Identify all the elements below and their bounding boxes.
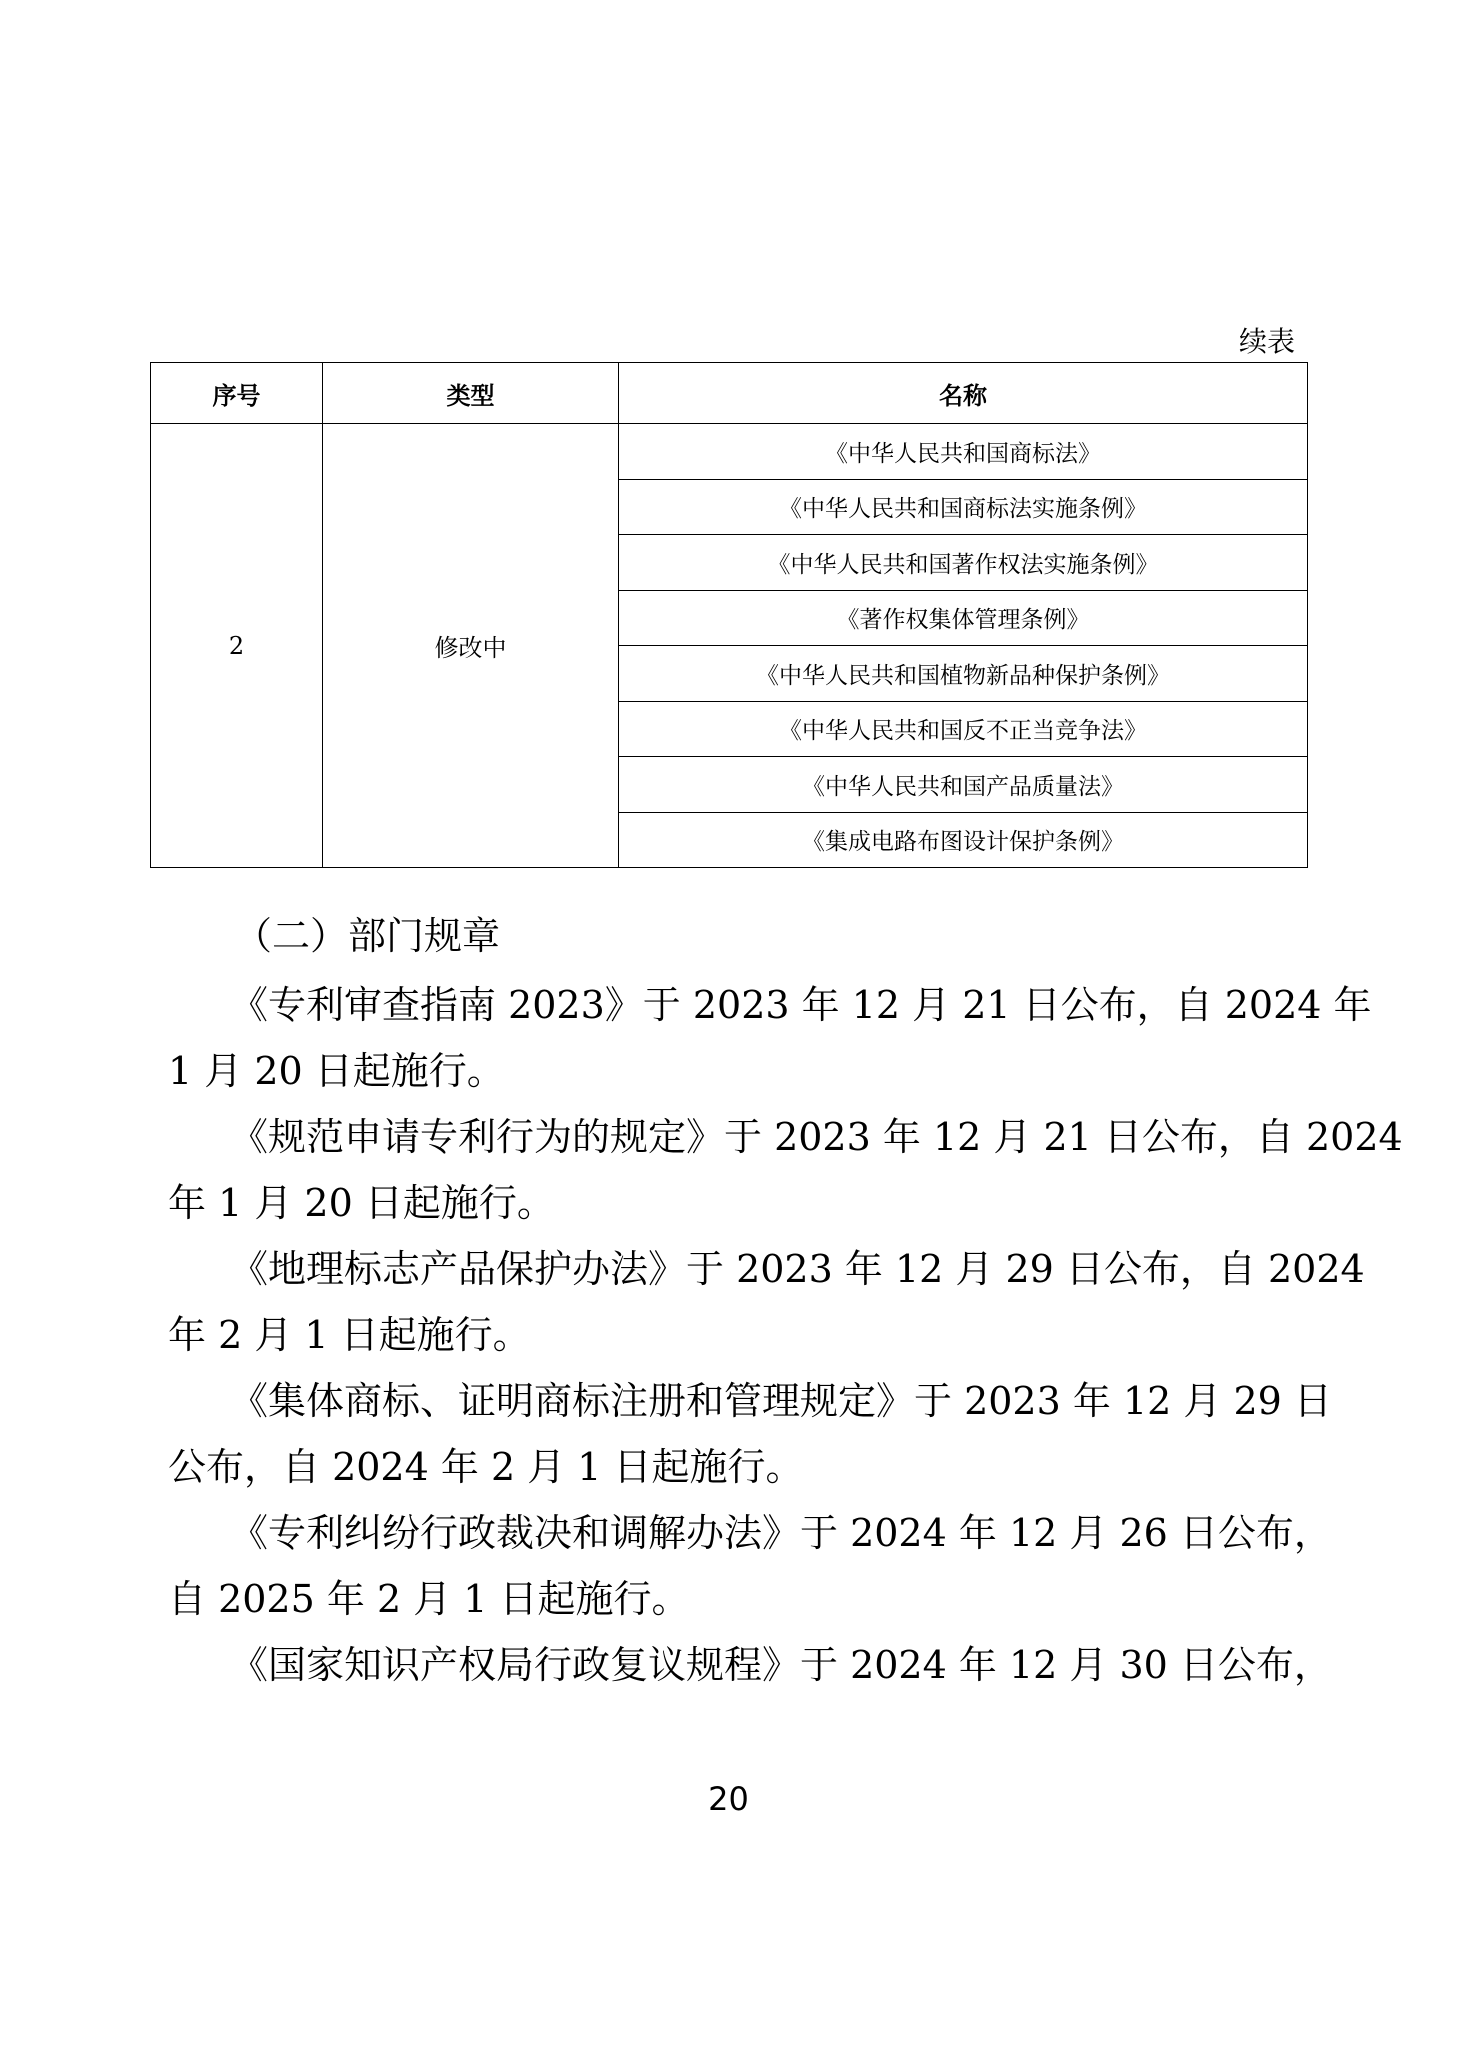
paragraph-line: 《专利审查指南 2023》于 2023 年 12 月 21 日公布，自 2024 年	[230, 983, 1372, 1027]
header-name: 名称	[619, 363, 1308, 424]
regulation-name: 《著作权集体管理条例》	[619, 590, 1308, 646]
paragraph-line: 自 2025 年 2 月 1 日起施行。	[168, 1577, 690, 1621]
header-type: 类型	[323, 363, 619, 424]
regulation-name: 《集成电路布图设计保护条例》	[619, 812, 1308, 868]
paragraph-line: 《国家知识产权局行政复议规程》于 2024 年 12 月 30 日公布，	[230, 1643, 1332, 1687]
regulation-name: 《中华人民共和国产品质量法》	[619, 757, 1308, 813]
page-number: 20	[708, 1780, 749, 1818]
paragraph	[168, 972, 1372, 1104]
paragraph-line: 年 1 月 20 日起施行。	[168, 1181, 555, 1225]
row-no: 2	[151, 424, 323, 868]
table-row	[151, 424, 1308, 480]
paragraph-line: 《地理标志产品保护办法》于 2023 年 12 月 29 日公布，自 2024	[230, 1247, 1365, 1291]
paragraph	[168, 1368, 1332, 1500]
paragraph	[168, 1632, 1332, 1698]
section-heading	[234, 903, 1364, 969]
table-caption: 续表	[1238, 325, 1295, 358]
paragraph	[168, 1104, 1403, 1236]
paragraph-line: 1 月 20 日起施行。	[168, 1049, 505, 1093]
paragraph	[168, 1236, 1365, 1368]
regulation-name: 《中华人民共和国著作权法实施条例》	[619, 535, 1308, 591]
table-header-row	[151, 363, 1308, 424]
paragraph-line: 《专利纠纷行政裁决和调解办法》于 2024 年 12 月 26 日公布，	[230, 1511, 1332, 1555]
regulation-name: 《中华人民共和国植物新品种保护条例》	[619, 646, 1308, 702]
section-heading-text: （二）部门规章	[234, 914, 501, 958]
regulation-name: 《中华人民共和国商标法》	[619, 424, 1308, 480]
header-no: 序号	[151, 363, 323, 424]
regulation-name: 《中华人民共和国商标法实施条例》	[619, 479, 1308, 535]
regulation-name: 《中华人民共和国反不正当竞争法》	[619, 701, 1308, 757]
paragraph-line: 公布，自 2024 年 2 月 1 日起施行。	[168, 1445, 804, 1489]
paragraph-line: 《规范申请专利行为的规定》于 2023 年 12 月 21 日公布，自 2024	[230, 1115, 1403, 1159]
paragraph-line: 年 2 月 1 日起施行。	[168, 1313, 531, 1357]
paragraph-line: 《集体商标、证明商标注册和管理规定》于 2023 年 12 月 29 日	[230, 1379, 1332, 1423]
regulation-table	[150, 362, 1308, 868]
paragraph	[168, 1500, 1332, 1632]
row-type: 修改中	[323, 424, 619, 868]
